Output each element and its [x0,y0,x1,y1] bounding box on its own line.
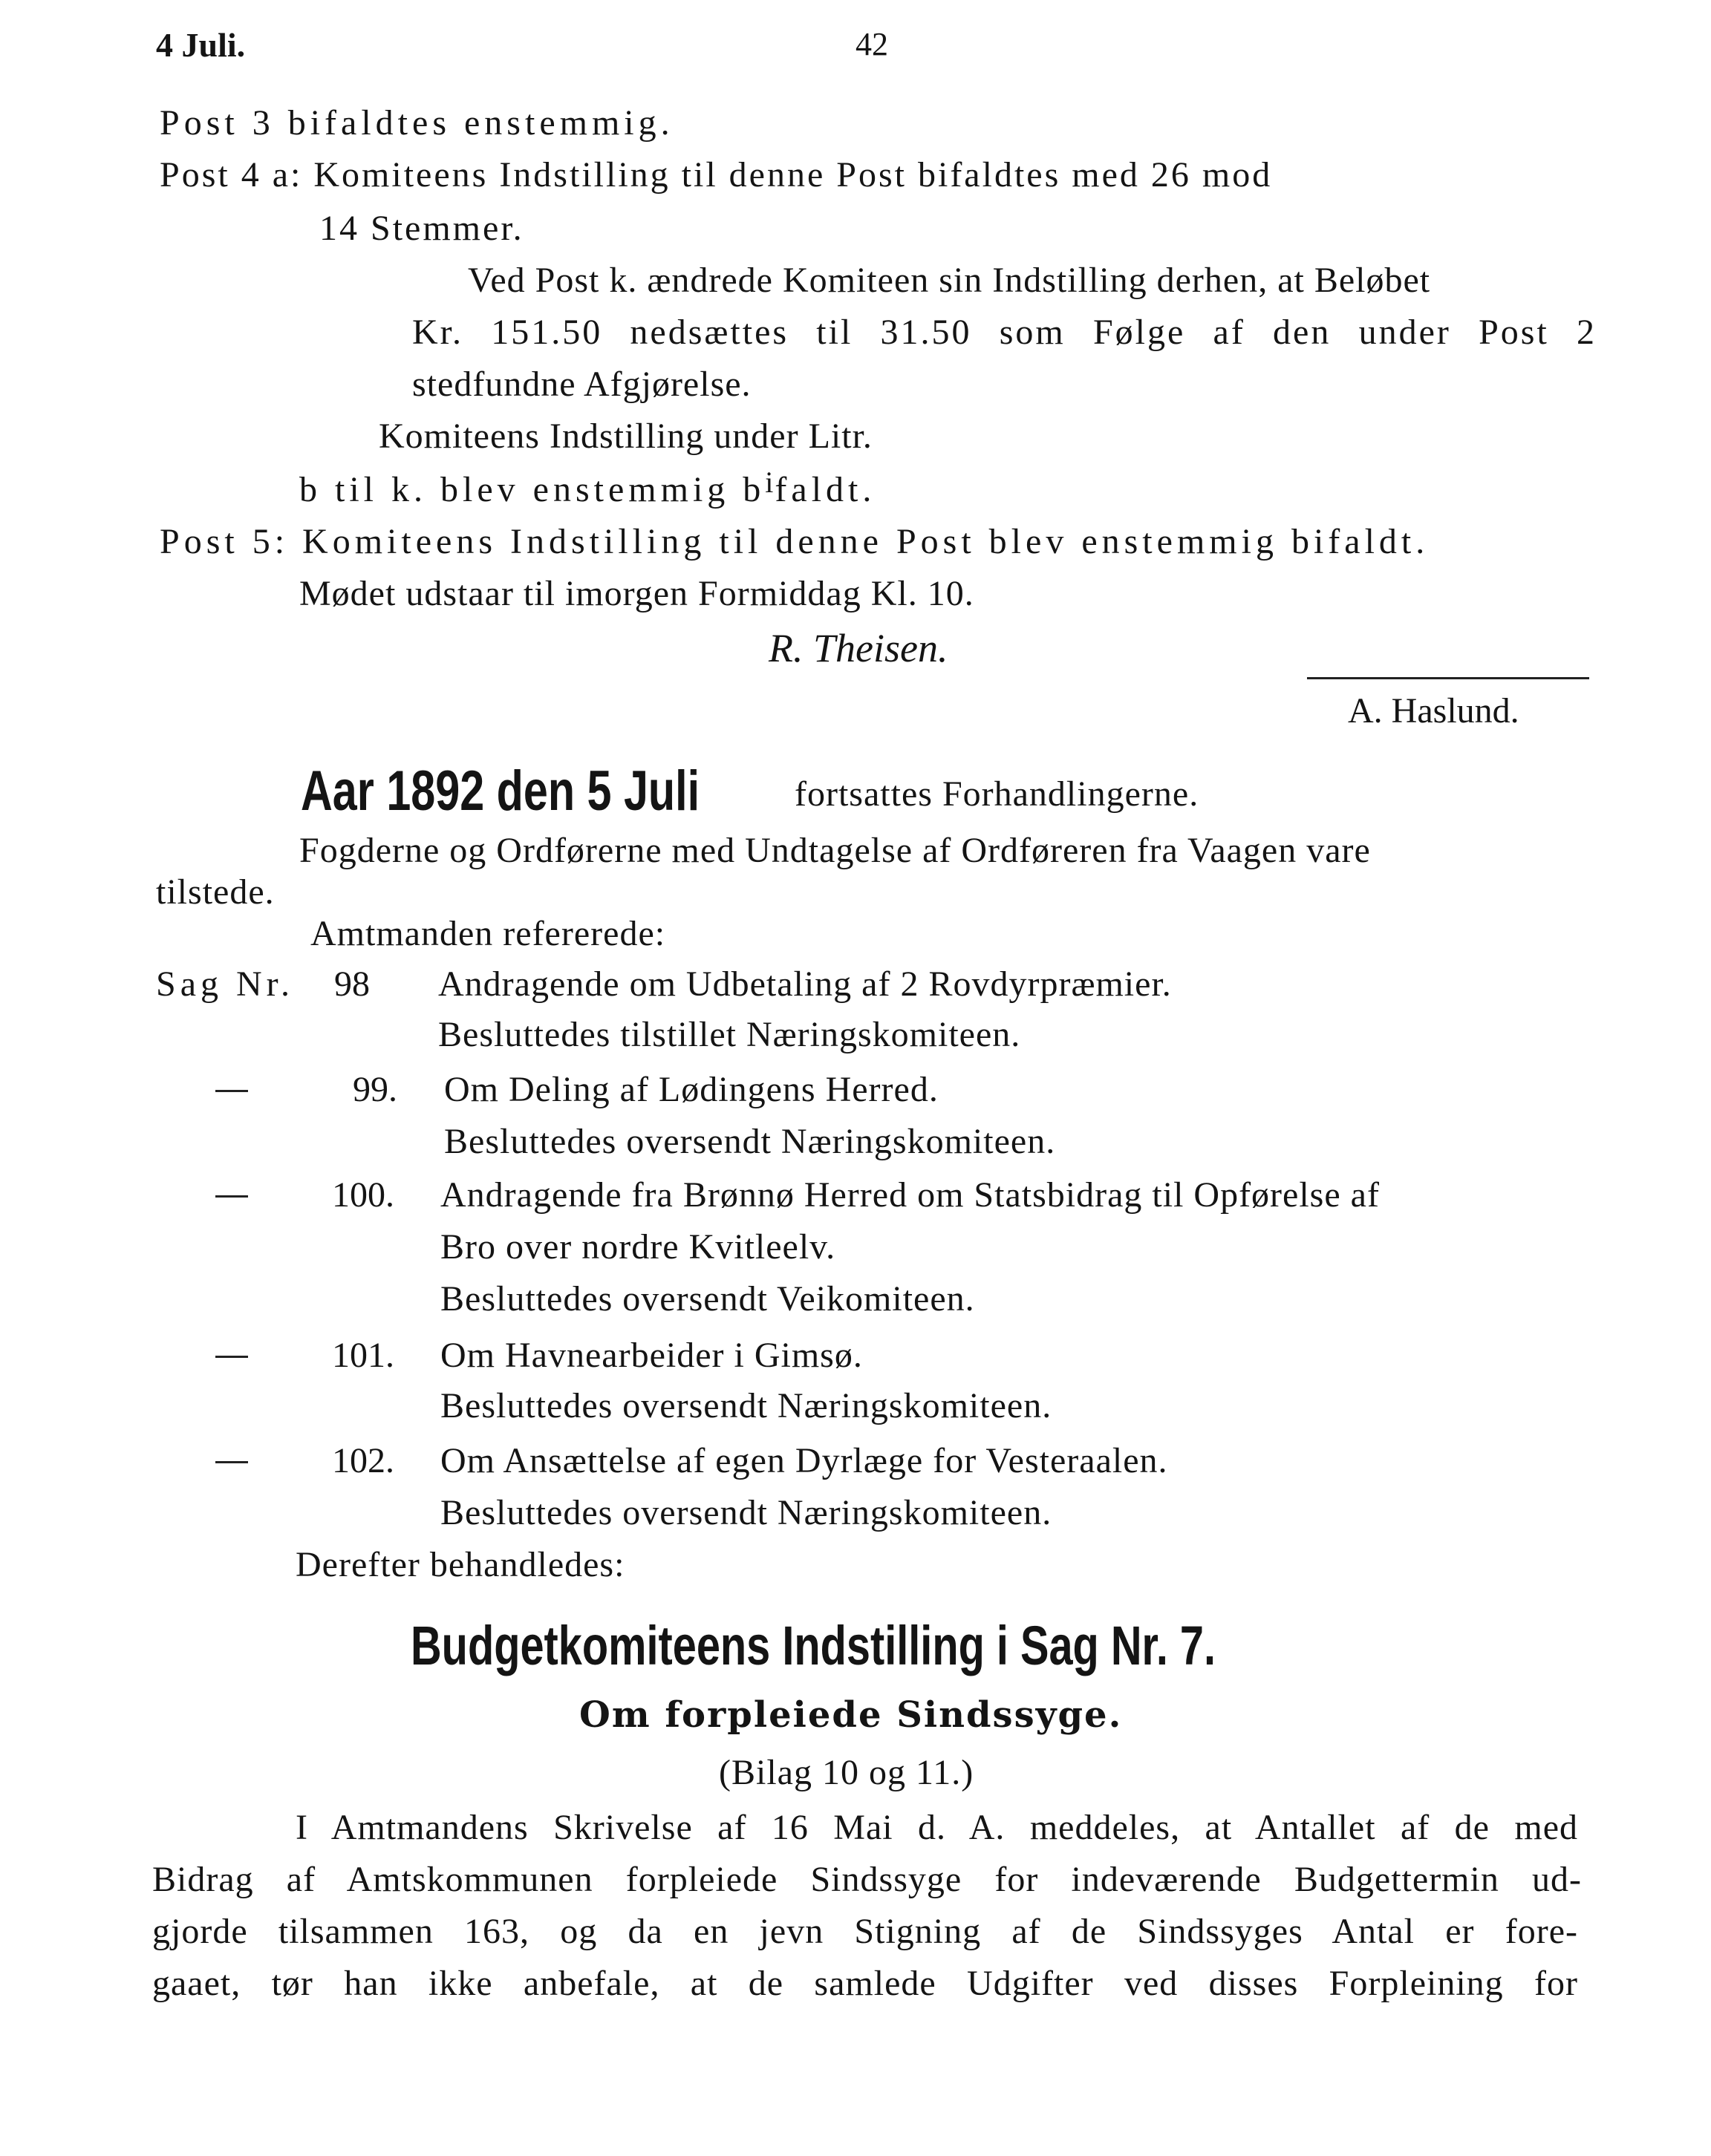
case-decision: Besluttedes oversendt Næringskomiteen. [440,1493,1052,1532]
case-decision: Besluttedes oversendt Næringskomiteen. [444,1122,1056,1161]
minutes-line: Post 3 bifaldtes enstemmig. [160,103,674,143]
session-heading: Aar 1892 den 5 Juli [301,760,700,823]
attendance-line: tilstede. [156,872,275,912]
case-decision: Besluttedes oversendt Veikomiteen. [440,1279,975,1319]
page-number: 42 [856,26,888,62]
case-decision: Besluttedes tilstillet Næringskomiteen. [438,1015,1021,1054]
session-heading-rest: fortsattes Forhandlingerne. [795,774,1199,814]
case-number: 98 [334,964,370,1004]
minutes-line: Post 4 a: Komiteens Indstilling til denne Post bifaldtes med 26 mod [160,155,1273,195]
transition-line: Derefter behandledes: [296,1545,625,1584]
body-line: I Amtmandens Skrivelse af 16 Mai d. A. meddeles, at Antallet af de med [296,1808,1578,1847]
minutes-line [299,466,876,509]
case-number: 101. [332,1336,394,1375]
case-dash [215,1356,248,1358]
minutes-line: Post 5: Komiteens Indstilling til denne Post blev enstemmig bifaldt. [160,522,1430,561]
case-number: 100. [332,1175,394,1215]
case-title: Om Ansættelse af egen Dyrlæge for Vesteraalen. [440,1441,1168,1480]
case-decision: Besluttedes oversendt Næringskomiteen. [440,1386,1052,1425]
body-line: Bidrag af Amtskommunen forpleiede Sindssyge for indeværende Budgettermin ud- [152,1860,1582,1899]
case-dash [215,1195,248,1198]
case-title-cont: Bro over nordre Kvitleelv. [440,1227,836,1267]
minutes-line: Kr. 151.50 nedsættes til 31.50 som Følge af den under Post 2 [412,313,1597,352]
signature-chair: R. Theisen. [769,626,948,670]
attendance-line: Fogderne og Ordførerne med Undtagelse af Ordføreren fra Vaagen vare [299,831,1371,870]
attachment-reference: (Bilag 10 og 11.) [719,1753,974,1792]
case-title: Om Deling af Lødingens Herred. [444,1070,939,1109]
signature-rule [1307,677,1589,679]
body-line: gaaet, tør han ikke anbefale, at de samlede Udgifter ved disses Forpleining for [152,1964,1578,2003]
minutes-text: b til k. blev enstemmig b [299,470,766,509]
case-number: 99. [353,1070,397,1109]
minutes-line: stedfundne Afgjørelse. [412,365,752,404]
superscript-letter: i [765,466,775,499]
body-line: gjorde tilsammen 163, og da en jevn Stigning af de Sindssyges Antal er fore- [152,1912,1578,1951]
minutes-line: Ved Post k. ændrede Komiteen sin Indstilling derhen, at Beløbet [468,261,1431,300]
minutes-line: Mødet udstaar til imorgen Formiddag Kl. 10. [299,574,974,613]
minutes-text: faldt. [775,470,876,509]
referral-intro: Amtmanden refererede: [310,914,666,953]
minutes-line: Komiteens Indstilling under Litr. [379,416,873,456]
case-title: Andragende fra Brønnø Herred om Statsbidrag til Opførelse af [440,1175,1380,1215]
signature-secretary: A. Haslund. [1348,691,1519,731]
page-date: 4 Juli. [156,26,246,64]
case-dash [215,1090,248,1092]
minutes-line: 14 Stemmer. [319,209,524,248]
case-title: Om Havnearbeider i Gimsø. [440,1336,863,1375]
section-subtitle: Om forpleiede Sindssyge. [579,1694,1123,1736]
case-title: Andragende om Udbetaling af 2 Rovdyrpræmier. [438,964,1172,1004]
case-dash [215,1461,248,1463]
section-title: Budgetkomiteens Indstilling i Sag Nr. 7. [411,1615,1216,1676]
case-number: 102. [332,1441,394,1480]
case-label: Sag Nr. [156,964,294,1004]
